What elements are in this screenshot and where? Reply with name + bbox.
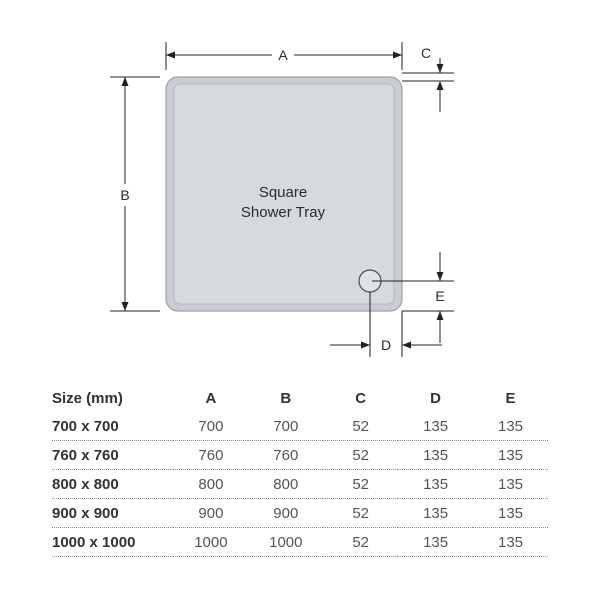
label-c: C: [420, 45, 432, 61]
dimension-a: [166, 42, 402, 70]
cell-e: 135: [473, 528, 548, 557]
cell-e: 135: [473, 441, 548, 470]
header-a: A: [205, 389, 217, 407]
cell-c: 52: [323, 412, 398, 441]
table-row: [52, 441, 548, 470]
size-table-header: [52, 384, 548, 412]
dimension-c: [402, 45, 454, 112]
tray-title-line1: Square: [258, 184, 308, 201]
dimension-b: [110, 77, 160, 311]
header-size: Size (mm): [52, 389, 123, 407]
table-row: [52, 528, 548, 557]
cell-e: 135: [473, 470, 548, 499]
cell-a: 800: [173, 470, 248, 499]
cell-d: 135: [398, 470, 473, 499]
cell-b: 900: [248, 499, 323, 528]
cell-c: 52: [323, 499, 398, 528]
cell-d: 135: [398, 528, 473, 557]
table-row: [52, 499, 548, 528]
cell-b: 800: [248, 470, 323, 499]
table-row: [52, 470, 548, 499]
label-d: D: [380, 337, 392, 353]
header-d: D: [430, 389, 441, 407]
size-cell: 1000 x 1000: [52, 528, 173, 557]
cell-c: 52: [323, 470, 398, 499]
cell-d: 135: [398, 412, 473, 441]
size-cell: 900 x 900: [52, 499, 173, 528]
size-cell: 800 x 800: [52, 470, 173, 499]
cell-e: 135: [473, 499, 548, 528]
cell-b: 700: [248, 412, 323, 441]
tray-title-line2: Shower Tray: [240, 204, 326, 221]
header-c: C: [355, 389, 367, 407]
size-cell: 760 x 760: [52, 441, 173, 470]
cell-c: 52: [323, 441, 398, 470]
label-b: B: [120, 187, 130, 203]
cell-b: 760: [248, 441, 323, 470]
label-e: E: [435, 288, 445, 304]
cell-c: 52: [323, 528, 398, 557]
cell-b: 1000: [248, 528, 323, 557]
cell-a: 900: [173, 499, 248, 528]
cell-d: 135: [398, 499, 473, 528]
size-cell: 700 x 700: [52, 412, 173, 441]
header-e: E: [505, 389, 516, 407]
cell-e: 135: [473, 412, 548, 441]
cell-a: 1000: [173, 528, 248, 557]
cell-a: 700: [173, 412, 248, 441]
cell-a: 760: [173, 441, 248, 470]
header-b: B: [280, 389, 292, 407]
cell-d: 135: [398, 441, 473, 470]
label-a: A: [278, 47, 288, 63]
table-row: [52, 412, 548, 441]
size-table: [52, 384, 548, 557]
